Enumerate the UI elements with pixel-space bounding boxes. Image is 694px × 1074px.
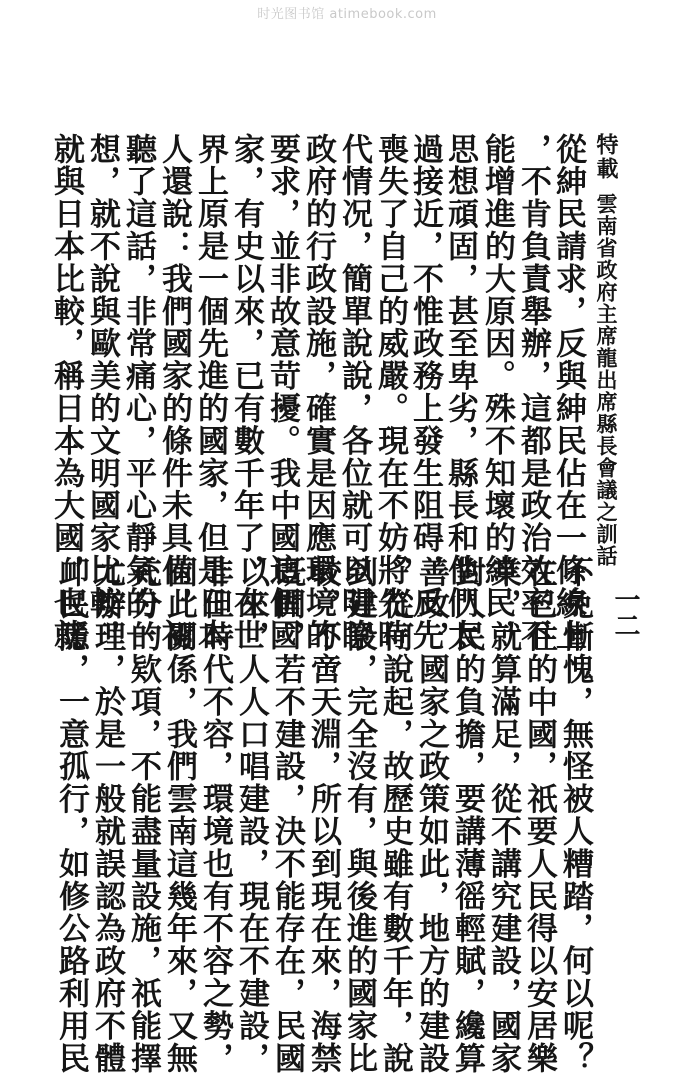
text-column: 想，就不說與歐美的文明國家比較， xyxy=(84,133,120,652)
text-column: ，不肯負責舉辦，這都是政治效率不 xyxy=(515,133,551,652)
text-column: 對人民的負擔，要講薄徭輕賦，纔算 xyxy=(449,556,485,1074)
text-column: 政府的行政設施，確實是因應環境的 xyxy=(300,133,336,652)
text-column: 善政，國家之政策如此，地方的建設 xyxy=(413,556,449,1074)
page-number: 一二 xyxy=(610,586,640,638)
text-column: 因此關係，我們雲南這幾年來，又無 xyxy=(161,556,197,1074)
text-column: 要求，並非故意苛擾。我中國這個國 xyxy=(264,133,300,652)
watermark: 时光图书馆 atimebook.com xyxy=(257,7,437,22)
text-column: 以來，人人口唱建設，現在不建設， xyxy=(233,556,269,1074)
text-column: 業，就算滿足，從不講究建設，國家 xyxy=(485,556,521,1074)
text-column: 界上原是一個先進的國家，但是日本 xyxy=(192,133,228,652)
text-column: 卹民隱，一意孤行，如修公路利用民 xyxy=(53,556,89,1074)
text-column: 家，有史以來，已有數千年了，在世 xyxy=(228,133,264,652)
text-column: 思想頑固，甚至卑劣，縣長和他們太 xyxy=(442,133,478,652)
article-title: 雲南省政府主席龍出席縣長會議之訓話 xyxy=(594,193,619,567)
article-tag: 特載 xyxy=(593,133,619,181)
text-column: 非但時代不容，環境也有不容之勢， xyxy=(197,556,233,1074)
text-column: 到建設，完全沒有，與後進的國家比 xyxy=(341,556,377,1074)
text-column: 從紳民請求，反與紳民佔在一條線上 xyxy=(550,133,586,652)
text-column: 代情况，簡單說說，各位就可以明瞭 xyxy=(336,133,372,652)
text-column: 就與日本比較，稱日本為大國，也就 xyxy=(48,133,84,652)
text-column: 尤辦理，於是一般就誤認為政府不體 xyxy=(89,556,125,1074)
text-column: 較，不啻天淵，所以到現在來，海禁 xyxy=(305,556,341,1074)
text-column: ，從何說起，故歷史雖有數千年，說 xyxy=(377,556,413,1074)
text-column: 不免慚愧，無怪被人糟踏，何以呢？ xyxy=(557,556,593,1074)
text-column: 充分的欵項，不能盡量設施，祇能擇 xyxy=(125,556,161,1074)
text-column: 人還說：我們國家的條件未具備，初 xyxy=(156,133,192,652)
text-column: 聽了這話，非常痛心，平心靜氣的一 xyxy=(120,133,156,652)
text-column: 既開，若不建設，決不能存在，民國 xyxy=(269,556,305,1074)
header-column xyxy=(590,133,621,567)
text-column: 在已往的中國，祇要人民得以安居樂 xyxy=(521,556,557,1074)
text-column: 喪失了自己的威嚴。現在不妨將先時 xyxy=(372,133,408,652)
text-column: 能增進的大原因。殊不知壞的紳民， xyxy=(479,133,515,652)
text-column: 過接近，不惟政務上發生阻碍，反先 xyxy=(407,133,443,652)
